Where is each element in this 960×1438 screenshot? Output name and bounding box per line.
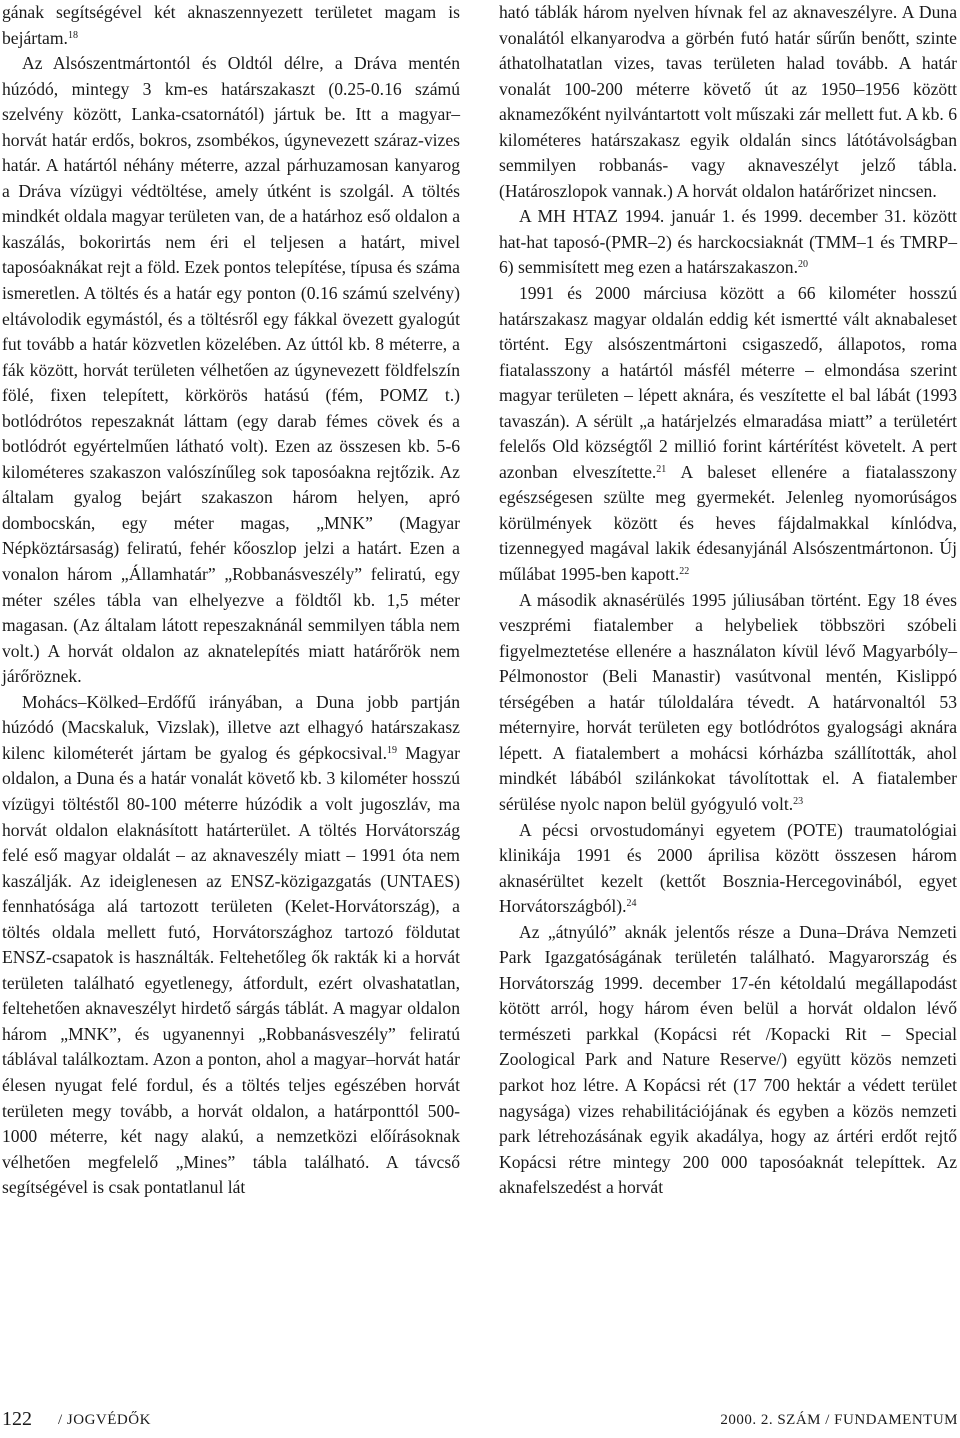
paragraph: Az „átnyúló” aknák jelentős része a Duna–Dráva Nemzeti Park Igazgatóságának területén található. Magyarország és Horvátország 1999. december 17-én kétoldalú megállapodást kötött arról, hogy három éven belül a horvát oldalon lévő természeti parkkal (Kopácsi rét /Kopacki Rit – Special Zoological Park and Nature Reserve/) együtt közös nemzeti parkot hoz létre. A Kopácsi rét (17 700 hektár a védett terület nagysága) vizes rehabilitációjának és egyben a közös nemzeti park létrehozásának egyik akadálya, hogy az ártéri erdőt rejtő Kopácsi rétre mintegy 200 000 taposóaknát telepíttek. Az aknafelszedést a horvát <box>499 921 957 1198</box>
footnote-ref[interactable]: 23 <box>793 795 804 807</box>
paragraph: gának segítségével két aknaszennyezett területet magam is bejártam.$^{18}$ <box>2 2 460 48</box>
footnote-ref[interactable]: 20 <box>797 259 808 271</box>
paragraph: ható táblák három nyelven hívnak fel az aknaveszélyre. A Duna vonalától elkanyarodva a görbén futó határ sűrűn benőtt, szinte áthatolhatatlan vizes, tavas területen halad tovább. A határ vonalát 100-200 méterre követő út az 1950–1956 között aknamezőként nyilvántartott volt műszaki zár mellett fut. A kb. 6 kilométeres határszakasz egyik oldalán sincs látótávolságban semmilyen robbanás- vagy aknaveszélyt jelző tábla. (Határoszlopok vannak.) A horvát oldalon határőrizet nincsen. <box>499 2 957 201</box>
footnote-ref[interactable]: 22 <box>679 566 690 578</box>
paragraph: A pécsi orvostudományi egyetem (POTE) traumatológiai klinikája 1991 és 2000 áprilisa között összesen három aknasérültet kezelt (kettőt Bosznia-Hercegovinából, egyet Horvátországból).$^{24}$ <box>499 819 957 917</box>
paragraph: 1991 és 2000 márciusa között a 66 kilométer hosszú határszakasz magyar oldalán eddig két ismertté vált aknabaleset történt. Egy alsószentmártoni csigaszedő, állapotos, roma fiatalasszony a határtól másfél méterre – elmondása szerint magyar területen – lépett aknára, és veszítette el bal lábát (1993 tavaszán). A sérült „a határjelzés elmaradása miatt” a területért felelős Old községtől 2 millió forint kártérítést követelt. A pert azonban elveszítette.$^{21}$ A baleset ellenére a fiatalasszony egészségesen szülte meg gyermekét. Jelenleg nyomorúságos körülmények között és heves fájdalmakkal kínlódva, tizennegyed magával lakik édesanyjánál Alsószentmártonon. Új műlábat 1995-ben kapott.$^{22}$ <box>499 283 957 585</box>
paragraph: Az Alsószentmártontól és Oldtól délre, a Dráva mentén húzódó, mintegy 3 km-es határszakaszt (0.25-0.16 számú szelvény között, Lanka-csatornától) jártuk be. Itt a magyar–horvát határ erdős, bokros, zsombékos, úgynevezett száraz-vizes határ. A határtól néhány méterre, azzal párhuzamosan kanyarog a Dráva vízügyi védtöltése, amely útként is szolgál. A töltés mindkét oldala magyar területen van, de a határhoz eső oldalon a kaszálás, bokorirtás nem éri el teljesen a határt, mivel taposóaknákat rejt a föld. Ezek pontos telepítése, típusa és száma ismeretlen. A töltés és a határ egy ponton (0.16 számú szelvény) eltávolodik egymástól, és a töltésről egy fákkal övezett gyalogút fut tovább a határ közvetlen közelében. Az úttól kb. 8 méterre, a fák között, horvát területen vélhetően az úgynevezett földfelszín fölé, fixen telepített, körkörös hatású (fém, POMZ t.) botlódrótos repeszaknát láttam (egy darab fémes cövek és a botlódrót egyértelműen látható volt). Ezen az összesen kb. 5-6 kilométeres szakaszon valószínűleg sok taposóakna rejtőzik. Az általam gyalog bejárt szakaszon három helyen, apró dombocskán, egy méter magas, „MNK” (Magyar Népköztársaság) feliratú, fehér kőoszlop jelzi a határt. Ezen a vonalon három „Államhatár” „Robbanásveszély” feliratú, egy méter széles tábla van elhelyezve a földtől kb. 1,5 méter magasan. (Az általam látott repeszaknánál semmilyen tábla nem volt.) A horvát oldalon az aknatelepítés miatt határőrök nem járőröznek. <box>2 53 460 687</box>
issue-label: 2000. 2. SZÁM / FUNDAMENTUM <box>720 1412 958 1428</box>
footnote-ref[interactable]: 24 <box>626 898 637 910</box>
footnote-ref[interactable]: 18 <box>67 29 78 41</box>
page-number: 122 <box>2 1408 32 1430</box>
page-footer <box>0 1408 960 1438</box>
footnote-ref[interactable]: 21 <box>656 463 667 475</box>
paragraph: Mohács–Kölked–Erdőfű irányában, a Duna jobb partján húzódó (Macskaluk, Vizslak), illetve azt elhagyó határszakasz kilenc kilométerét jártam be gyalog és gépkocsival.$^{19}$ Magyar oldalon, a Duna és a határ vonalát követő kb. 3 kilométer hosszú vízügyi töltéstől 80-100 méterre húzódik a volt jugoszláv, ma horvát oldalon elaknásított határterület. A töltés Horvátország felé eső magyar oldalát – az aknaveszély miatt – 1991 óta nem kaszálják. Az ideiglenesen az ENSZ-közigazgatás (UNTAES) fennhatósága alá tartozott területen (Kelet-Horvátország), a töltés oldala mellett futó, Horvátországhoz tartozó földutat ENSZ-csapatok is használták. Feltehetőleg ők rakták ki a horvát területen található egyetlenegy, átfordult, ezért olvashatatlan, feltehetően aknaveszélyt hirdető sárgás táblát. A magyar oldalon három „MNK”, és ugyanennyi „Robbanásveszély” feliratú táblával találkoztam. Azon a ponton, ahol a magyar–horvát határ élesen nyugat felé fordul, és a töltés teljes egészében horvát területen megy tovább, a horvát oldalon, a határponttól 500-1000 méterre, két nagy alakú, a nemzetközi előírásoknak vélhetően megfelelő „Mines” tábla található. A távcső segítségével is csak pontatlanul lát <box>2 691 460 1198</box>
section-title: / JOGVÉDŐK <box>58 1412 151 1428</box>
paragraph: A MH HTAZ 1994. január 1. és 1999. december 31. között hat-hat taposó-(PMR–2) és harckocsiaknát (TMM–1 és TMRP–6) semmisített meg ezen a határszakaszon.$^{20}$ <box>499 206 957 278</box>
right-column <box>499 0 957 1201</box>
left-column <box>2 0 460 1201</box>
footnote-ref[interactable]: 19 <box>387 744 398 756</box>
paragraph: A második aknasérülés 1995 júliusában történt. Egy 18 éves veszprémi fiatalember a helybeliek többszöri szóbeli figyelmeztetése ellenére a használaton kívül lévő Magyarbóly–Pélmonostor (Beli Manastir) vasútvonal mentén, Kislippó térségében a határ túloldalára tévedt. A határvonaltól 53 méternyire, horvát területen egy botlódrótos gyalogsági aknára lépett. A fiatalembert a mohácsi kórházba szállították, ahol mindkét lábából szilánkokat távolítottak el. A fiatalember sérülése nyolc napon belül gyógyuló volt.$^{23}$ <box>499 589 957 814</box>
